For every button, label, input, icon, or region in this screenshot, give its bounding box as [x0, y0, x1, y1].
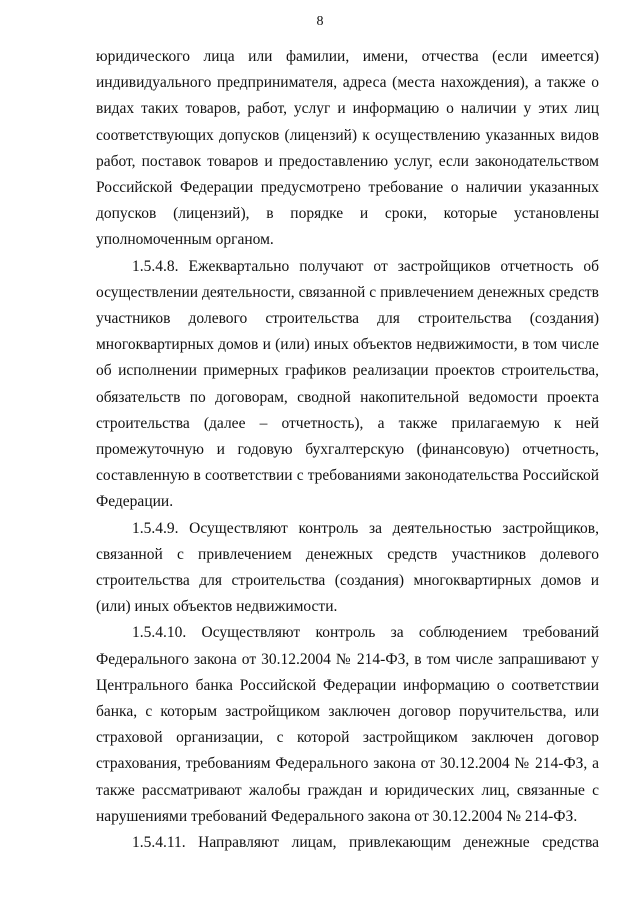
page-number: 8 — [316, 14, 324, 29]
paragraph-1-5-4-8: 1.5.4.8. Ежеквартально получают от застройщиков отчетность об осуществлении деятельности, связанной с привлечением денежных средств участников долевого строительства для строительства (создания) многоквартирных домов и (или) иных объектов недвижимости, в том числе об исполнении примерных графиков реализации проектов строительства, обязательств по договорам, сводной накопительной ведомости проекта строительства (далее – отчетность), а также прилагаемую к ней промежуточную и годовую бухгалтерскую (финансовую) отчетность, составленную в соответствии с требованиями законодательства Российской Федерации. — [96, 257, 599, 511]
paragraph-1-5-4-9: 1.5.4.9. Осуществляют контроль за деятельностью застройщиков, связанной с привлечением денежных средств участников долевого строительства для строительства (создания) многоквартирных домов и (или) иных объектов недвижимости. — [96, 519, 599, 616]
paragraph-1-5-4-11: 1.5.4.11. Направляют лицам, привлекающим денежные средства — [132, 834, 599, 852]
document-body — [96, 44, 599, 856]
paragraph-continuation: юридического лица или фамилии, имени, отчества (если имеется) индивидуального предпринимателя, адреса (места нахождения), а также о видах таких товаров, работ, услуг и информацию о наличии у этих лиц соответствующих допусков (лицензий) к осуществлению указанных видов работ, поставок товаров и предоставлению услуг, если законодательством Российской Федерации предусмотрено требование о наличии указанных допусков (лицензий), в порядке и сроки, которые установлены уполномоченным органом. — [96, 48, 599, 249]
paragraph-1-5-4-10: 1.5.4.10. Осуществляют контроль за соблюдением требований Федерального закона от 30.12.2004 № 214-ФЗ, в том числе запрашивают у Центрального банка Российской Федерации информацию о соответствии банка, с которым застройщиком заключен договор поручительства, или страховой организации, с которой застройщиком заключен договор страхования, требованиям Федерального закона от 30.12.2004 № 214-ФЗ, а также рассматривают жалобы граждан и юридических лиц, связанные с нарушениями требований Федерального закона от 30.12.2004 № 214-ФЗ. — [96, 624, 599, 825]
